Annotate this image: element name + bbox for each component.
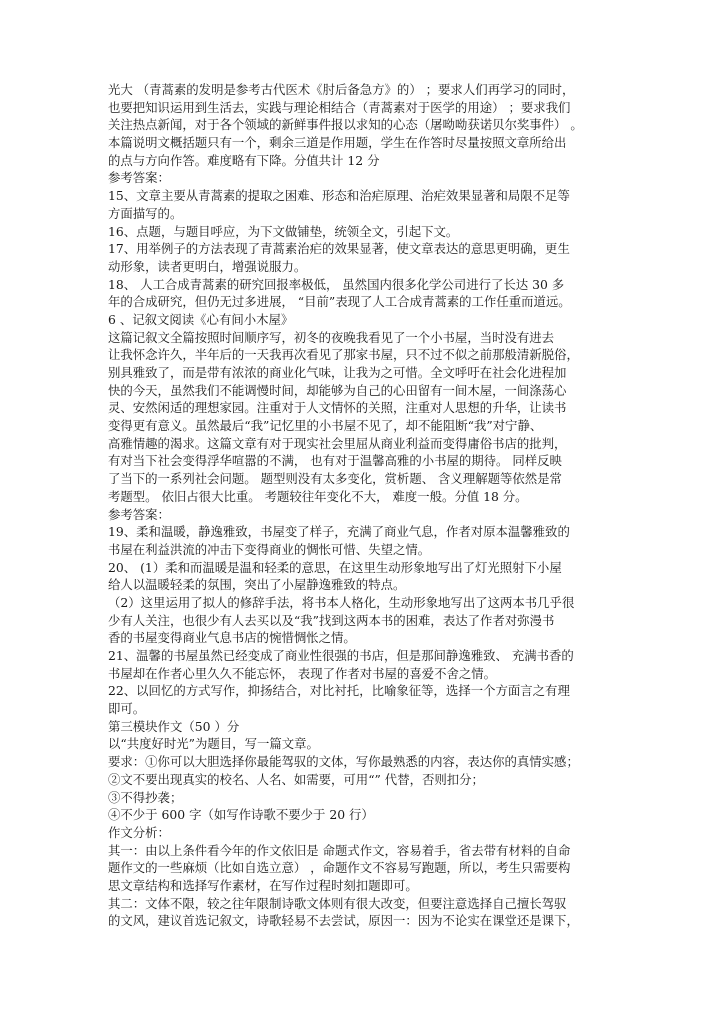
text-line: 21、温馨的书屋虽然已经变成了商业性很强的书店，但是那间静逸雅致、 充满书香的 — [108, 648, 574, 663]
text-line: 也要把知识运用到生活去，实践与理论相结合（青蒿素对于医学的用途） ；要求我们 — [108, 99, 571, 115]
text-line: 动形象，读者更明白，增强说服力。 — [108, 258, 307, 274]
text-line: 有对当下社会变得浮华喧嚣的不满， 也有对于温馨高雅的小书屋的期待。 同样反映 — [108, 453, 562, 469]
text-line: 了当下的一系列社会问题。 题型则没有太多变化，赏析题、 含义理解题等依然是常 — [108, 471, 562, 487]
text-line: 20、 (1）柔和而温暖是温和轻柔的意思，在这里生动形象地写出了灯光照射下小屋 — [108, 559, 562, 575]
text-line: 其一：由以上条件看今年的作文依旧是 命题式作文，容易着手，省去带有材料的自命 — [108, 842, 571, 858]
text-line: 以“共度好时光”为题目，写一篇文章。 — [108, 736, 319, 752]
text-line: 这篇记叙文全篇按照时间顺序写，初冬的夜晚我看见了一个小书屋，当时没有进去 — [108, 329, 555, 345]
section-heading: 第三模块作文（50 ）分 — [108, 718, 240, 734]
text-line: 要求：①你可以大胆选择你最能驾驭的文体，写你最熟悉的内容，表达你的真情实感； — [108, 754, 579, 770]
section-heading: 参考答案： — [108, 506, 170, 522]
section-heading: 作文分析： — [108, 824, 170, 840]
text-line: 变得更有意义。虽然最后“我”记忆里的小书屋不见了，却不能阻断“我”对宁静、 — [108, 418, 543, 434]
text-line: 即可。 — [108, 701, 146, 717]
text-line: 22、以回忆的方式写作，抑扬结合，对比衬托，比喻象征等，选择一个方面言之有理 — [108, 683, 570, 699]
text-line: 15、文章主要从青蒿素的提取之困难、形态和治疟原理、治疟效果显著和局限不足等 — [108, 188, 570, 204]
text-line: 少有人关注，也很少有人去买以及“我”找到这两本书的困难，表达了作者对弥漫书 — [108, 612, 555, 628]
text-line: 的文风，建议首选记叙文，诗歌轻易不去尝试，原因一：因为不论实在课堂还是课下， — [108, 913, 579, 929]
text-line: 题作文的一些麻烦（比如自选立意） ，命题作文不容易写跑题，所以，考生只需要构 — [108, 860, 571, 876]
text-line: 给人以温暖轻柔的氛围，突出了小屋静逸雅致的特点。 — [108, 577, 406, 593]
document-body — [108, 81, 620, 930]
text-line: 思文章结构和选择写作素材，在写作过程时刻扣题即可。 — [108, 877, 418, 893]
text-line: 书屋在利益洪流的冲击下变得商业的惆怅可惜、失望之情。 — [108, 541, 431, 557]
text-line: 光大 （青蒿素的发明是参考古代医术《肘后备急方》的） ；要求人们再学习的同时， — [108, 82, 575, 97]
text-line: 18、 人工合成青蒿素的研究回报率极低， 虽然国内很多化学公司进行了长达 30 多 — [108, 276, 565, 292]
text-line: 别具雅致了，而是带有浓浓的商业化气味，让我为之可惜。全文呼吁在社会化进程加 — [108, 365, 567, 380]
section-heading: 参考答案： — [108, 170, 170, 186]
text-line: 其二：文体不限，较之往年限制诗歌文体则有很大改变，但要注意选择自己擅长驾驭 — [108, 895, 567, 911]
text-line: 香的书屋变得商业气息书店的惋惜惆怅之情。 — [108, 630, 356, 646]
text-line: 17、用举例子的方法表现了青蒿素治疟的效果显著，使文章表达的意思更明确，更生 — [108, 241, 570, 257]
text-line: 本篇说明文概括题只有一个，剩余三道是作用题，学生在作答时尽量按照文章所给出 — [108, 135, 567, 151]
text-line: 方面描写的。 — [108, 205, 183, 221]
text-line: 考题型。 依旧占很大比重。 考题较往年变化不大， 难度一般。分值 18 分。 — [108, 488, 528, 504]
text-line: 16、点题，与题目呼应，为下文做铺垫，统领全文，引起下文。 — [108, 223, 459, 239]
text-line: 的点与方向作答。难度略有下降。分值共计 12 分 — [108, 152, 380, 168]
text-line: ②文不要出现真实的校名、人名、如需要，可用“” 代替，否则扣分； — [108, 771, 484, 787]
text-line: ④不少于 600 字（如写作诗歌不要少于 20 行） — [108, 807, 374, 823]
text-line: 年的合成研究，但仍无过多进展， “目前”表现了人工合成青蒿素的工作任重而道远。 — [108, 294, 571, 310]
text-line: （2）这里运用了拟人的修辞手法，将书本人格化，生动形象地写出了这两本书几乎很 — [108, 594, 575, 610]
section-heading: 6 、记叙文阅读《心有间小木屋》 — [108, 311, 294, 327]
text-line: 关注热点新闻，对于各个领域的新鲜事件报以求知的心态（屠呦呦获诺贝尔奖事件） 。 — [108, 117, 583, 133]
text-line: 19、柔和温暖，静逸雅致，书屋变了样子，充满了商业气息，作者对原本温馨雅致的 — [108, 524, 570, 540]
text-line: 高雅情趣的渴求。这篇文章有对于现实社会里屈从商业利益而变得庸俗书店的批判， — [108, 435, 567, 451]
text-line: 快的今天，虽然我们不能调慢时间，却能够为自己的心田留有一间木屋，一间涤荡心 — [108, 382, 567, 398]
text-line: 灵、安然闲适的理想家园。注重对于人文情怀的关照，注重对人思想的升华，让读书 — [108, 400, 567, 416]
text-line: 让我怀念许久，半年后的一天我再次看见了那家书屋，只不过不似之前那般清新脱俗， — [108, 347, 579, 363]
text-line: 书屋却在作者心里久久不能忘怀， 表现了作者对书屋的喜爱不舍之情。 — [108, 665, 497, 681]
text-line: ③不得抄袭； — [108, 789, 183, 805]
